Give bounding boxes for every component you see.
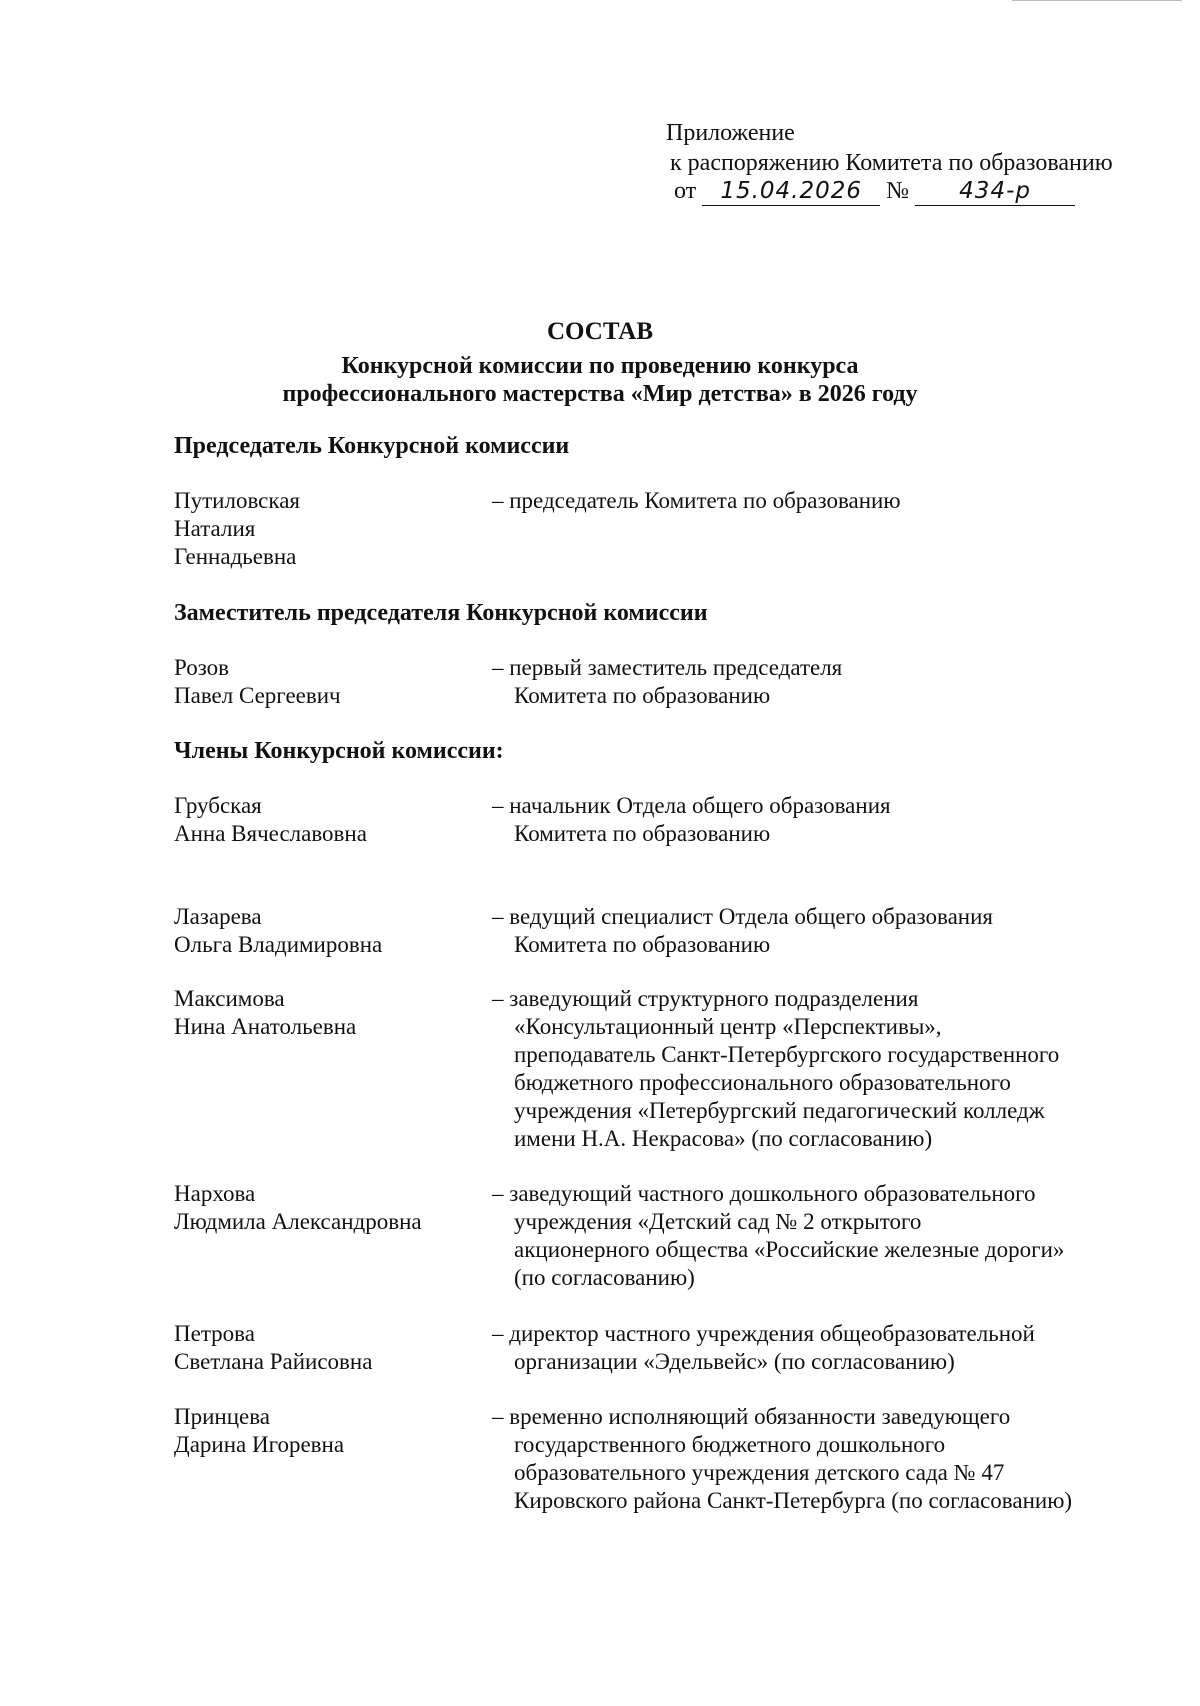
document-title: СОСТАВ <box>546 318 654 345</box>
person-name: Путиловская Наталия Геннадьевна <box>174 488 300 569</box>
deputy-section-title: Заместитель председателя Конкурсной комиссии <box>174 600 708 626</box>
person-role: – директор частного учреждения общеобразовательной организации «Эдельвейс» (по согласованию) <box>492 1321 1035 1374</box>
person-name: Нархова Людмила Александровна <box>174 1181 422 1234</box>
person-name: Петрова Светлана Райисовна <box>174 1321 373 1374</box>
person-role: – временно исполняющий обязанности заведующего государственного бюджетного дошкольного образовательного учреждения детского сада № 47 Кировского района Санкт-Петербурга (по согласованию) <box>492 1404 1073 1513</box>
members-section-title: Члены Конкурсной комиссии: <box>174 738 504 764</box>
appendix-block <box>666 118 1113 206</box>
appendix-label: Приложение <box>666 120 795 146</box>
person-role: – заведующий структурного подразделения «Консультационный центр «Перспективы», преподаватель Санкт-Петербургского государственного бюджетного профессионального образовательного учреждения «Петербургский педагогический колледж имени Н.А. Некрасова» (по согласованию) <box>492 986 1060 1151</box>
chair-section-title: Председатель Конкурсной комиссии <box>174 433 570 459</box>
handwritten-number: 434-р <box>915 177 1075 206</box>
document-subtitle-line-2: профессионального мастерства «Мир детства» в 2026 году <box>282 381 918 407</box>
person-name: Розов Павел Сергеевич <box>174 655 341 708</box>
person-role: – председатель Комитета по образованию <box>492 488 901 513</box>
date-prefix: от <box>674 178 697 204</box>
person-role: – заведующий частного дошкольного образовательного учреждения «Детский сад № 2 открытого акционерного общества «Российские железные дороги» (по согласованию) <box>492 1181 1065 1290</box>
person-name: Грубская Анна Вячеславовна <box>174 793 367 846</box>
handwritten-date: 15.04.2026 <box>702 177 880 206</box>
person-role: – первый заместитель председателя Комитета по образованию <box>492 655 843 708</box>
number-prefix: № <box>886 178 910 204</box>
person-role: – ведущий специалист Отдела общего образования Комитета по образованию <box>492 904 993 957</box>
appendix-reference: к распоряжению Комитета по образованию <box>670 150 1113 176</box>
person-name: Принцева Дарина Игоревна <box>174 1404 345 1457</box>
document-subtitle-line-1: Конкурсной комиссии по проведению конкурса <box>341 353 859 379</box>
person-role: – начальник Отдела общего образования Комитета по образованию <box>492 793 891 846</box>
document-heading <box>0 318 1200 408</box>
appendix-date-number <box>666 176 1113 206</box>
person-name: Лазарева Ольга Владимировна <box>174 904 383 957</box>
scan-edge-mark <box>1012 0 1182 7</box>
person-name: Максимова Нина Анатольевна <box>174 986 357 1039</box>
